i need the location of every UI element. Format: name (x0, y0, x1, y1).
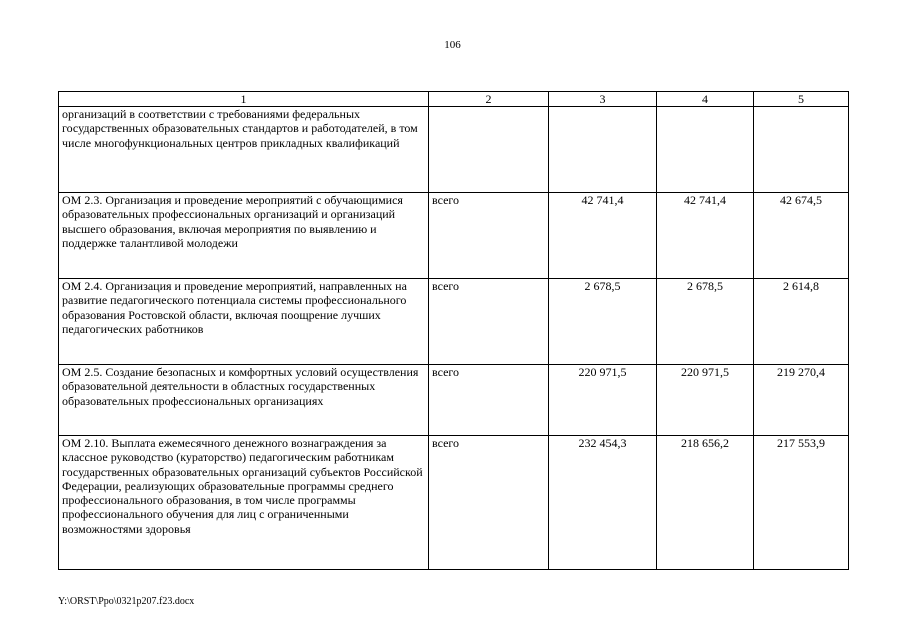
header-row (59, 92, 849, 107)
row-funding-type: всего (429, 279, 549, 365)
row-funding-type: всего (429, 193, 549, 279)
row-value-col3: 42 741,4 (549, 193, 657, 279)
table-row (59, 436, 849, 570)
row-value-col5 (754, 107, 849, 193)
footer-file-path: Y:\ORST\Ppo\0321p207.f23.docx (58, 596, 195, 607)
row-value-col4 (657, 107, 754, 193)
row-description: ОМ 2.10. Выплата ежемесячного денежного вознаграждения за классное руководство (кураторство) педагогическим работникам государственных образовательных организаций субъектов Российской Федерации, реализующих образовательные программы среднего профессионального образования, в том числе программы профессионального обучения для лиц с ограниченными возможностями здоровья (59, 436, 429, 570)
row-funding-type: всего (429, 436, 549, 570)
row-value-col4: 2 678,5 (657, 279, 754, 365)
row-description: ОМ 2.3. Организация и проведение мероприятий с обучающимися образовательных профессиональных организаций и организаций высшего образования, включая мероприятия по выявлению и поддержке талантливой молодежи (59, 193, 429, 279)
row-value-col5: 42 674,5 (754, 193, 849, 279)
row-value-col5: 217 553,9 (754, 436, 849, 570)
row-value-col5: 219 270,4 (754, 365, 849, 436)
row-value-col4: 218 656,2 (657, 436, 754, 570)
row-description: ОМ 2.5. Создание безопасных и комфортных условий осуществления образовательной деятельности в областных государственных образовательных профессиональных организациях (59, 365, 429, 436)
column-header-2: 2 (429, 92, 549, 107)
row-description: организаций в соответствии с требованиями федеральных государственных образовательных стандартов и работодателей, в том числе многофункциональных центров прикладных квалификаций (59, 107, 429, 193)
row-value-col3: 232 454,3 (549, 436, 657, 570)
row-value-col4: 42 741,4 (657, 193, 754, 279)
column-header-1: 1 (59, 92, 429, 107)
column-header-4: 4 (657, 92, 754, 107)
table-row (59, 107, 849, 193)
page-number: 106 (444, 39, 461, 51)
column-header-5: 5 (754, 92, 849, 107)
row-description: ОМ 2.4. Организация и проведение мероприятий, направленных на развитие педагогического потенциала системы профессионального образования Ростовской области, включая поощрение лучших педагогических работников (59, 279, 429, 365)
budget-table (58, 91, 849, 570)
table-row (59, 365, 849, 436)
row-value-col3: 2 678,5 (549, 279, 657, 365)
row-value-col3 (549, 107, 657, 193)
row-value-col5: 2 614,8 (754, 279, 849, 365)
row-value-col3: 220 971,5 (549, 365, 657, 436)
row-funding-type: всего (429, 365, 549, 436)
table-row (59, 279, 849, 365)
column-header-3: 3 (549, 92, 657, 107)
row-value-col4: 220 971,5 (657, 365, 754, 436)
table-row (59, 193, 849, 279)
row-funding-type (429, 107, 549, 193)
